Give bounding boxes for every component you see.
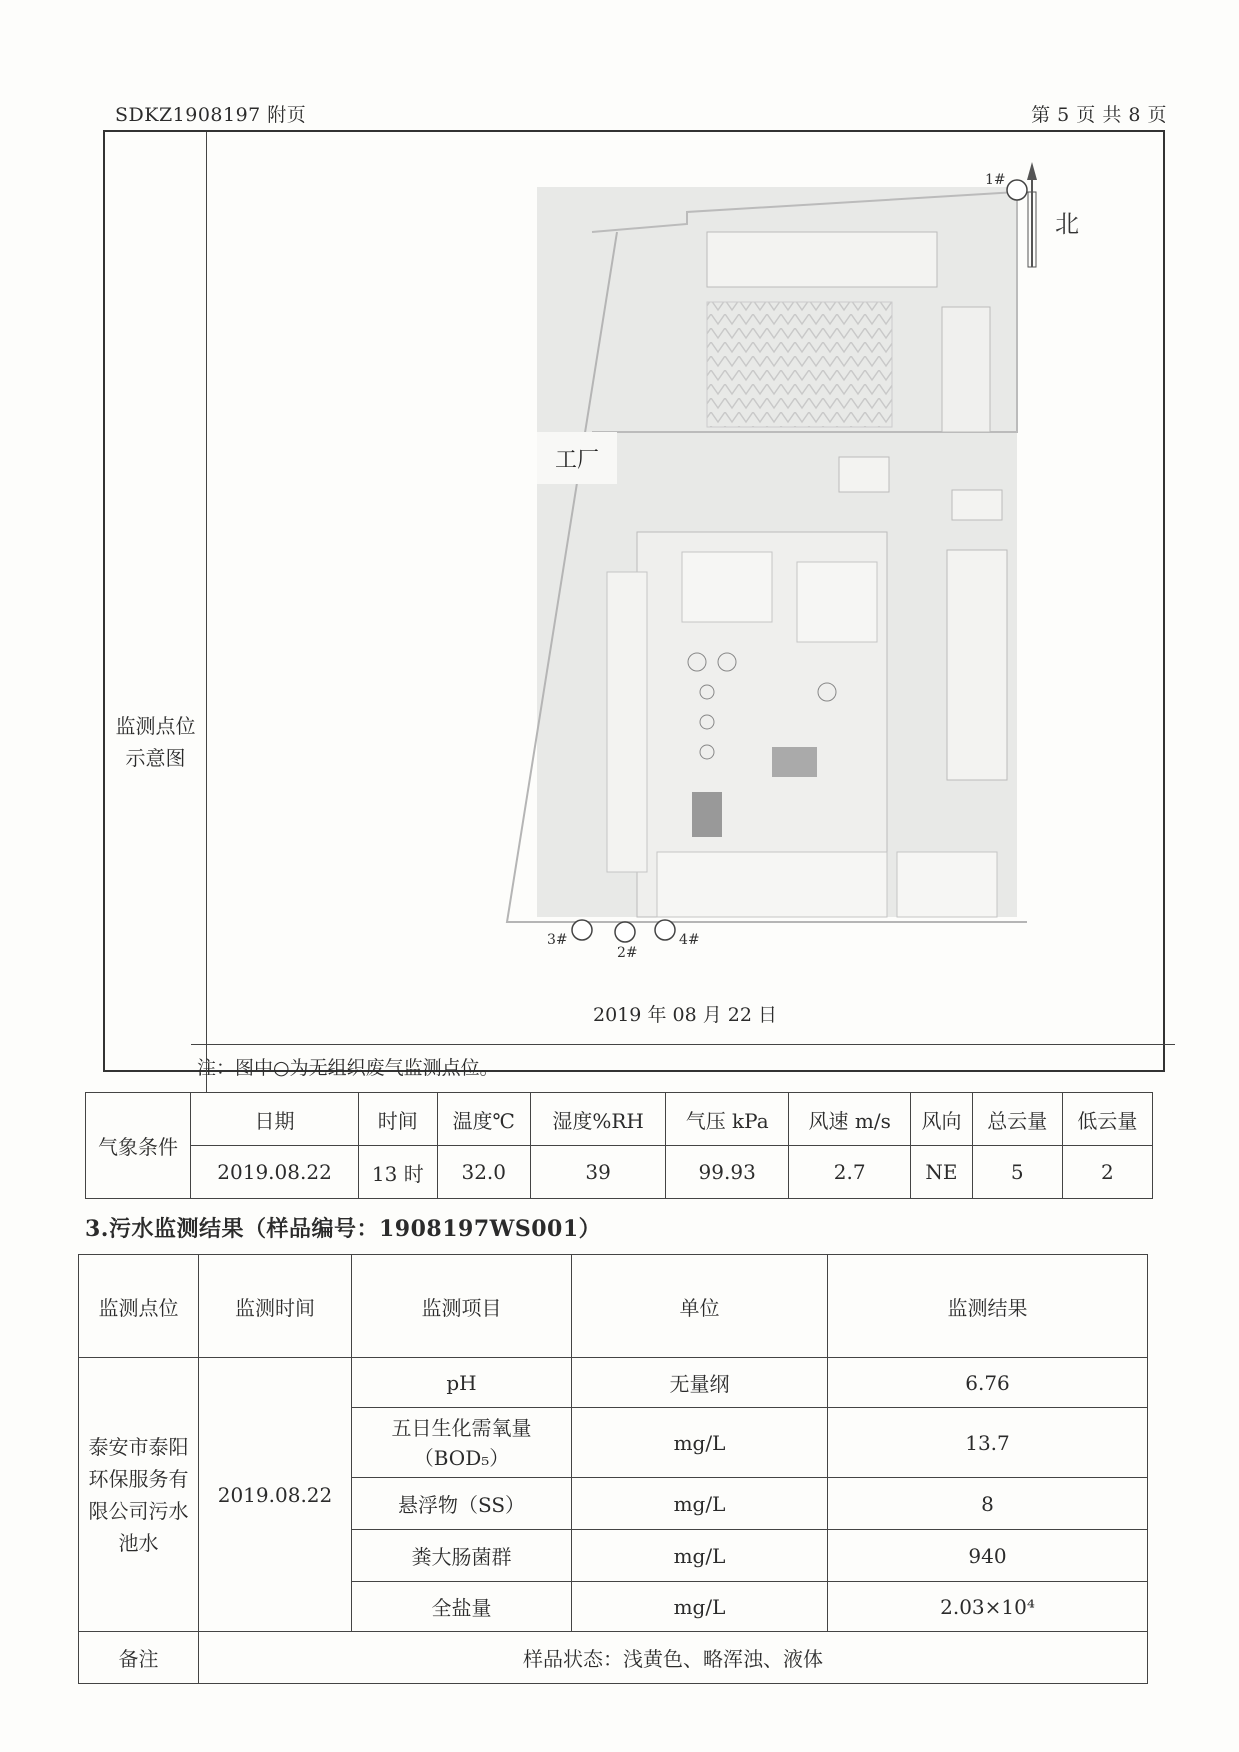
building — [607, 572, 647, 872]
result-item: pH — [352, 1358, 572, 1408]
results-header: 监测项目 — [352, 1255, 572, 1358]
page-info: 第 5 页 共 8 页 — [1031, 104, 1167, 126]
result-item: 全盐量 — [352, 1582, 572, 1632]
building — [952, 490, 1002, 520]
weather-value: 39 — [531, 1146, 666, 1199]
map-label-factory: 工厂 — [555, 448, 600, 473]
result-item: 悬浮物（SS） — [352, 1478, 572, 1530]
weather-value: 2019.08.22 — [191, 1146, 359, 1199]
remark-value: 样品状态：浅黄色、略浑浊、液体 — [199, 1632, 1148, 1684]
diagram-label-line2: 示意图 — [125, 746, 186, 770]
result-value: 940 — [828, 1530, 1148, 1582]
weather-category: 气象条件 — [86, 1093, 191, 1199]
results-header: 监测结果 — [828, 1255, 1148, 1358]
monitoring-location: 泰安市泰阳环保服务有限公司污水池水 — [79, 1358, 199, 1632]
result-value: 2.03×10⁴ — [828, 1582, 1148, 1632]
weather-header: 时间 — [359, 1093, 437, 1146]
result-item: 五日生化需氧量（BOD₅） — [352, 1408, 572, 1478]
building — [839, 457, 889, 492]
weather-value: 13 时 — [359, 1146, 437, 1199]
result-item: 粪大肠菌群 — [352, 1530, 572, 1582]
weather-header: 风向 — [911, 1093, 973, 1146]
equipment — [692, 792, 722, 837]
result-unit: 无量纲 — [572, 1358, 828, 1408]
diagram-note: 注：图中○为无组织废气监测点位。 — [191, 1044, 1175, 1095]
results-header: 监测时间 — [199, 1255, 352, 1358]
weather-header: 总云量 — [972, 1093, 1062, 1146]
building — [797, 562, 877, 642]
weather-value: 2.7 — [789, 1146, 911, 1199]
equipment — [772, 747, 817, 777]
point-label-2: 2# — [617, 945, 638, 961]
weather-table — [85, 1092, 1153, 1199]
weather-header: 日期 — [191, 1093, 359, 1146]
north-label: 北 — [1055, 210, 1079, 238]
monitoring-time: 2019.08.22 — [199, 1358, 352, 1632]
weather-header: 风速 m/s — [789, 1093, 911, 1146]
building — [897, 852, 997, 917]
weather-value: 99.93 — [666, 1146, 789, 1199]
result-unit: mg/L — [572, 1478, 828, 1530]
diagram-label-line1: 监测点位 — [115, 714, 196, 738]
building — [947, 550, 1007, 780]
weather-header: 温度℃ — [437, 1093, 531, 1146]
north-arrow-head — [1027, 162, 1037, 180]
building — [657, 852, 887, 917]
weather-value: 2 — [1062, 1146, 1152, 1199]
building — [942, 307, 990, 432]
point-label-1: 1# — [985, 172, 1006, 188]
results-header: 监测点位 — [79, 1255, 199, 1358]
weather-value: 32.0 — [437, 1146, 531, 1199]
section-title: 3.污水监测结果（样品编号：1908197WS001） — [85, 1216, 602, 1242]
weather-header: 低云量 — [1062, 1093, 1152, 1146]
diagram-table — [103, 130, 1165, 1079]
point-label-3: 3# — [547, 932, 568, 948]
diagram-label-cell — [105, 132, 207, 1092]
monitoring-point-1 — [1007, 180, 1027, 200]
weather-header: 气压 kPa — [666, 1093, 789, 1146]
monitoring-point-4 — [655, 920, 675, 940]
results-header: 单位 — [572, 1255, 828, 1358]
result-unit: mg/L — [572, 1530, 828, 1582]
site-map — [207, 132, 1163, 1044]
result-value: 6.76 — [828, 1358, 1148, 1408]
report-id: SDKZ1908197 附页 — [115, 104, 307, 126]
weather-header: 湿度%RH — [531, 1093, 666, 1146]
building — [707, 232, 937, 287]
weather-value: NE — [911, 1146, 973, 1199]
monitoring-point-3 — [572, 920, 592, 940]
point-label-4: 4# — [679, 932, 700, 948]
result-value: 13.7 — [828, 1408, 1148, 1478]
results-table — [78, 1254, 1148, 1684]
building — [682, 552, 772, 622]
hatched-area — [707, 302, 892, 427]
result-unit: mg/L — [572, 1408, 828, 1478]
monitoring-point-2 — [615, 922, 635, 942]
result-value: 8 — [828, 1478, 1148, 1530]
remark-label: 备注 — [79, 1632, 199, 1684]
result-unit: mg/L — [572, 1582, 828, 1632]
diagram-date: 2019 年 08 月 22 日 — [593, 1004, 777, 1026]
weather-value: 5 — [972, 1146, 1062, 1199]
